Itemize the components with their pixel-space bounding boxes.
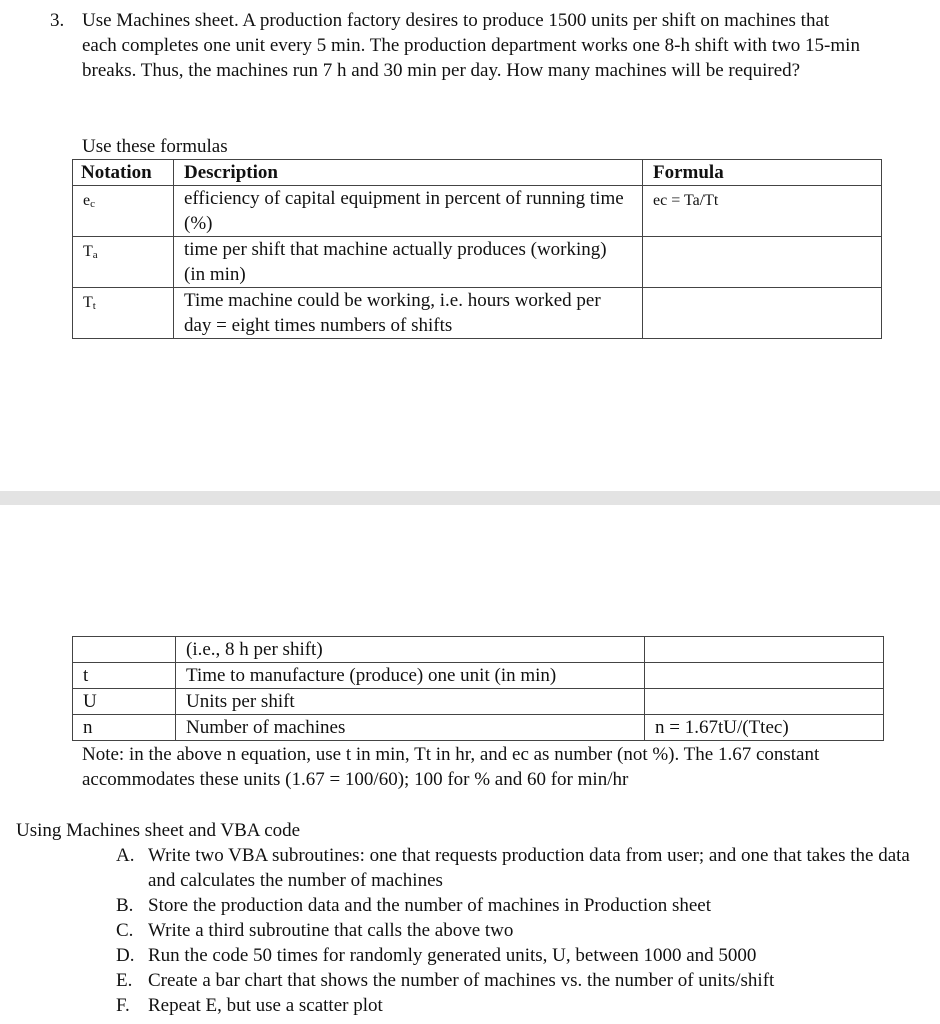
formulas-intro: Use these formulas [82, 136, 228, 157]
description-cell: time per shift that machine actually produces (working) (in min) [174, 237, 643, 288]
table-row [73, 663, 884, 689]
notation-cell: t [73, 663, 176, 689]
description-cell: efficiency of capital equipment in percent of running time (%) [174, 186, 643, 237]
description-cell: Time machine could be working, i.e. hours worked per day = eight times numbers of shifts [174, 288, 643, 339]
tasks-heading: Using Machines sheet and VBA code [16, 820, 301, 841]
formula-table-top [72, 159, 882, 339]
notation-cell [73, 637, 176, 663]
task-list [116, 843, 916, 1018]
list-letter: D. [116, 945, 135, 966]
formula-cell [645, 663, 884, 689]
list-text: Write two VBA subroutines: one that requests production data from user; and one that takes the data and calculates the number of machines [148, 845, 910, 891]
header-notation: Notation [73, 160, 174, 186]
formula-cell [645, 637, 884, 663]
list-text: Write a third subroutine that calls the above two [148, 920, 514, 941]
formula-cell: n = 1.67tU/(Ttec) [645, 715, 884, 741]
notation-cell: n [73, 715, 176, 741]
description-cell: (i.e., 8 h per shift) [176, 637, 645, 663]
list-item [116, 843, 916, 893]
list-text: Run the code 50 times for randomly generated units, U, between 1000 and 5000 [148, 945, 757, 966]
notation-cell [73, 186, 174, 237]
table-row [73, 689, 884, 715]
description-cell: Units per shift [176, 689, 645, 715]
list-letter: F. [116, 995, 130, 1016]
formula-cell [643, 237, 882, 288]
table-row [73, 186, 882, 237]
question-number: 3. [50, 10, 65, 31]
list-letter: A. [116, 845, 135, 866]
list-text: Create a bar chart that shows the number of machines vs. the number of units/shift [148, 970, 775, 991]
page-separator [0, 491, 940, 505]
notation-cell: U [73, 689, 176, 715]
notation-cell [73, 288, 174, 339]
list-item [116, 968, 916, 993]
formula-table-bottom [72, 636, 884, 741]
question-text: Use Machines sheet. A production factory desires to produce 1500 units per shift on machines that each completes one unit every 5 min. The production department works one 8-h shift with two 15-min breaks. Thus, the machines run 7 h and 30 min per day. How many machines will be required? [82, 10, 860, 81]
table-row [73, 288, 882, 339]
notation-subscript: a [92, 249, 98, 261]
list-letter: E. [116, 970, 133, 991]
formula-cell [643, 288, 882, 339]
formula-cell: ec = Ta/Tt [643, 186, 882, 237]
header-description: Description [174, 160, 643, 186]
units-note: Note: in the above n equation, use t in min, Tt in hr, and ec as number (not %). The 1.67 constant accommodates these units (1.67 = 100/60); 100 for % and 60 for min/hr [82, 744, 820, 790]
description-cell: Time to manufacture (produce) one unit (in min) [176, 663, 645, 689]
notation-cell [73, 237, 174, 288]
table-header-row [73, 160, 882, 186]
list-item [116, 993, 916, 1018]
notation-subscript: t [92, 300, 96, 312]
header-formula: Formula [643, 160, 882, 186]
list-letter: B. [116, 895, 134, 916]
list-text: Store the production data and the number of machines in Production sheet [148, 895, 711, 916]
list-item [116, 918, 916, 943]
list-item [116, 943, 916, 968]
list-item [116, 893, 916, 918]
list-text: Repeat E, but use a scatter plot [148, 995, 383, 1016]
description-cell: Number of machines [176, 715, 645, 741]
notation-symbol: T [83, 243, 93, 260]
table-row [73, 237, 882, 288]
table-row [73, 637, 884, 663]
notation-subscript: c [90, 198, 95, 210]
list-letter: C. [116, 920, 134, 941]
table-row [73, 715, 884, 741]
notation-symbol: T [83, 294, 93, 311]
notation-symbol: e [83, 192, 91, 209]
formula-cell [645, 689, 884, 715]
